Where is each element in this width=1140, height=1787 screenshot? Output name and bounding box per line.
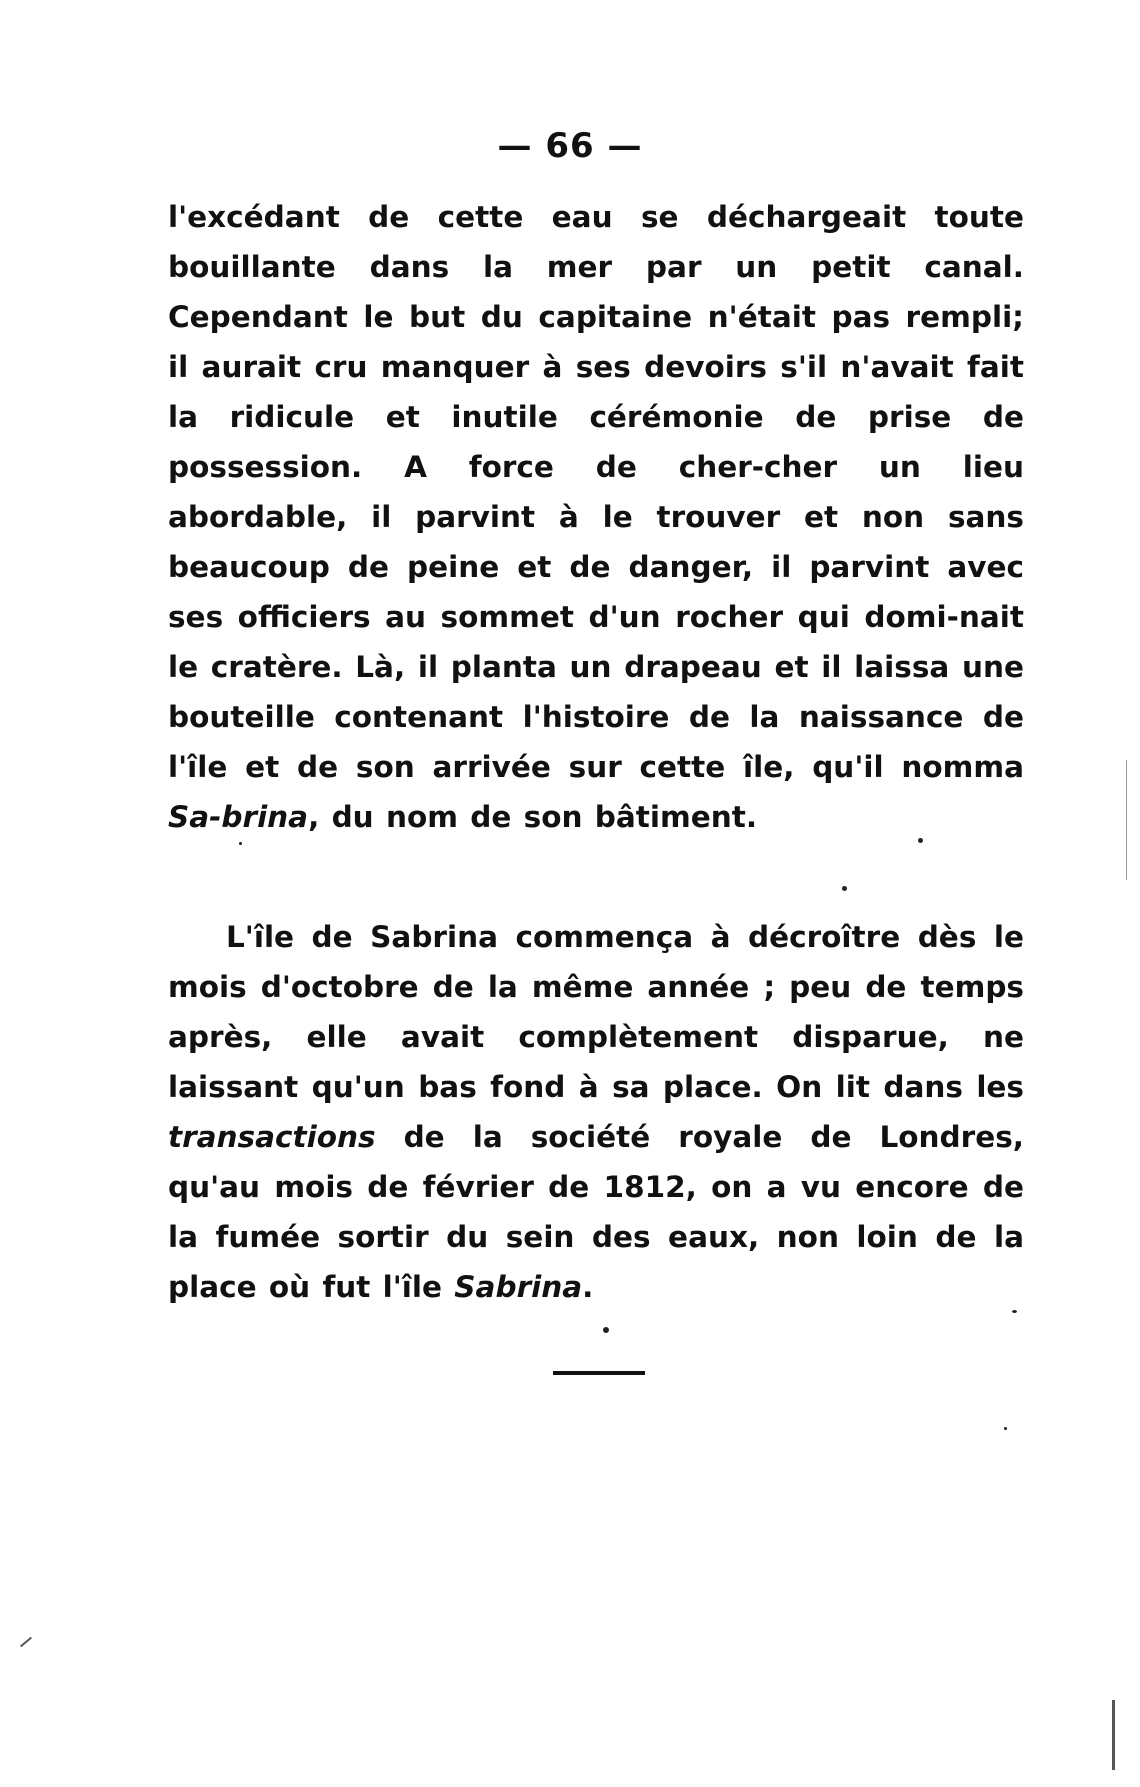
p1-line-10: une bouteille contenant l'histoire de la naissance de [168, 650, 1024, 734]
page-number: — 66 — [497, 126, 643, 166]
scan-speck [842, 886, 847, 891]
p1-line-1: l'excédant de cette eau se déchargeait toute bouillante [168, 200, 1024, 284]
p1-line-7: non sans beaucoup de peine et de danger, il parvint [168, 500, 1024, 584]
ship-name-italic-part-2: brina [221, 800, 309, 834]
p1-line-3: capitaine n'était pas rempli; il aurait cru manquer à [168, 300, 1024, 384]
p1-line-9: nait le cratère. Là, il planta un drapeau et il laissa [168, 600, 1024, 684]
p2-text-1: L'île de Sabrina commença à décroître dès le mois d'octobre de la même année ; peu de temps après, elle avait complètement disparue, ne laissant qu'un bas fond à sa place. On lit dans les [168, 920, 1024, 1104]
p1-line-12-rest: , du nom de son bâtiment. [308, 800, 758, 834]
p1-line-8: avec ses officiers au sommet d'un rocher qui domi- [168, 550, 1024, 634]
scan-speck [239, 842, 242, 845]
scan-speck [1004, 1427, 1007, 1430]
transactions-italic: transactions [168, 1120, 376, 1154]
scan-edge-mark [20, 1637, 32, 1648]
sabrina-italic: Sabrina [454, 1270, 583, 1304]
paragraph-1 [168, 192, 1024, 842]
paragraph-2 [168, 912, 1024, 1312]
p1-line-2: dans la mer par un petit canal. Cependant le but du [168, 250, 1024, 334]
p2-text-2: de la société royale de Londres, qu'au mois de février de 1812, on a vu encore de la fumée sortir du sein des eaux, non loin de la place où fut l'île [168, 1120, 1024, 1304]
scan-edge-mark [1112, 1700, 1115, 1770]
scan-speck [918, 838, 923, 843]
p1-line-11: l'île et de son arrivée sur cette île, qu'il nomma [168, 750, 1024, 784]
p2-text-3: . [582, 1270, 594, 1304]
scan-speck [603, 1327, 609, 1333]
scan-edge-mark [1126, 760, 1127, 880]
p1-line-5: cérémonie de prise de possession. A force de cher- [168, 400, 1024, 484]
p1-line-4: ses devoirs s'il n'avait fait la ridicule et inutile [168, 350, 1024, 434]
scan-speck [1012, 1310, 1017, 1313]
ship-name-italic-part-1: Sa- [168, 800, 222, 834]
end-rule [553, 1371, 645, 1375]
p1-line-6: cher un lieu abordable, il parvint à le trouver et [168, 450, 1024, 534]
